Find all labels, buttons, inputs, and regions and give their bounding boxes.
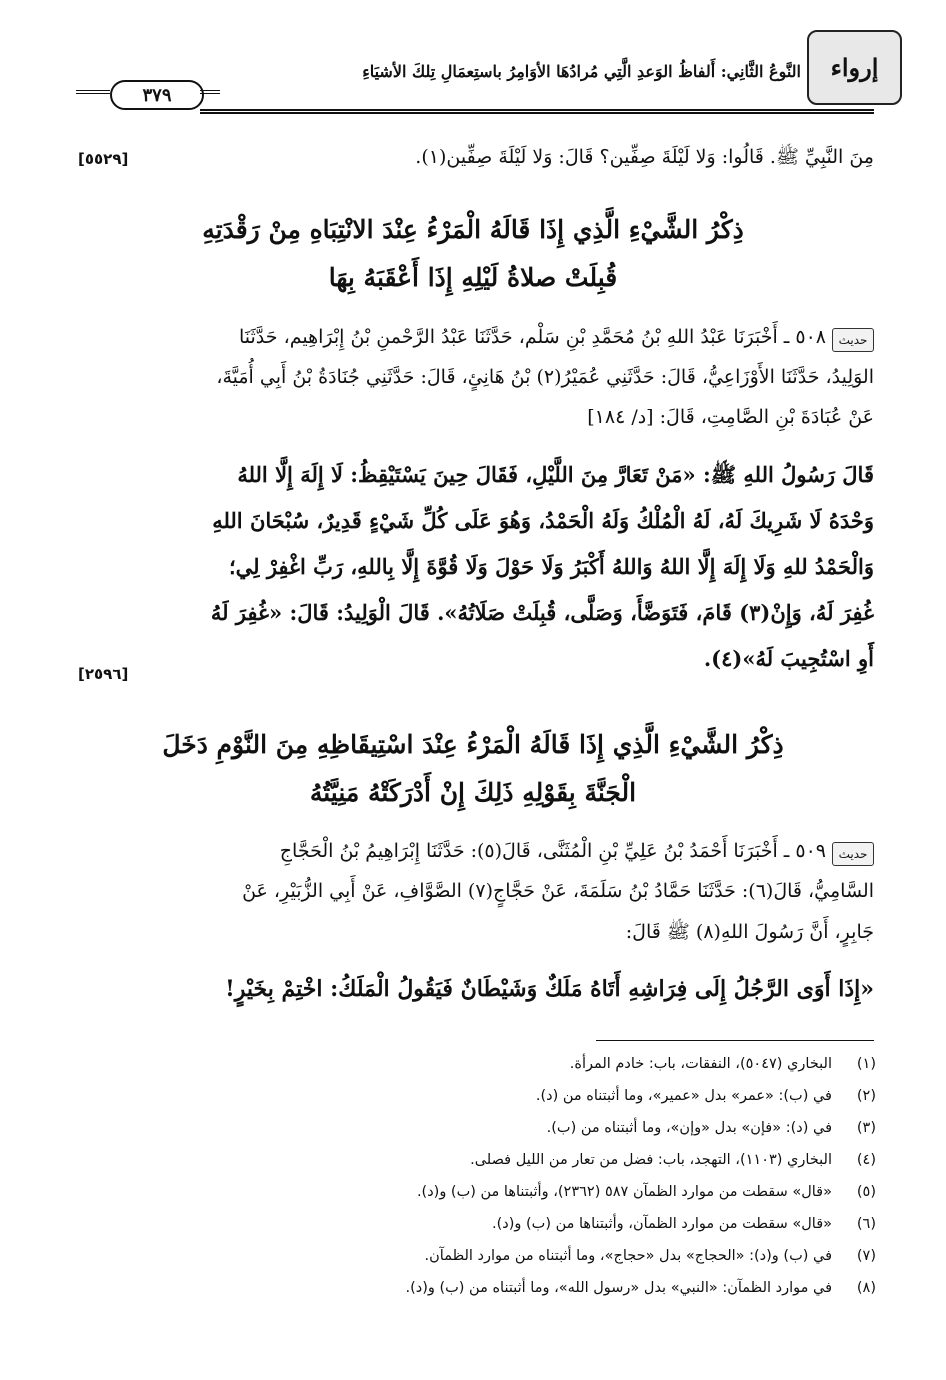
footnote-text: في (د): «فإن» بدل «وإن»، وما أثبتناه من (ب). bbox=[546, 1120, 832, 1136]
section-heading: الْجَنَّةَ بِقَوْلِهِ ذَلِكَ إِنْ أَدْرَكَتْهُ مَنِيَّتُهُ bbox=[309, 778, 637, 807]
isnad-line: عَنْ عُبَادَةَ بْنِ الصَّامِتِ، قَالَ: [د/ ١٨٤] bbox=[587, 406, 874, 428]
footnote-text: البخاري (١١٠٣)، التهجد، باب: فضل من تعار من الليل فصلى. bbox=[470, 1152, 832, 1168]
footnote bbox=[76, 1056, 876, 1072]
section-heading: ذِكْرُ الشَّيْءِ الَّذِي إِذَا قَالَهُ الْمَرْءُ عِنْدَ الانْتِبَاهِ مِنْ رَقْدَتِهِ bbox=[202, 215, 744, 244]
footnote bbox=[76, 1120, 876, 1136]
footnote bbox=[76, 1088, 876, 1104]
hadith-marker-icon: حديث bbox=[832, 328, 874, 352]
footnote-text: البخاري (٥٠٤٧)، النفقات، باب: خادم المرأة. bbox=[569, 1056, 832, 1072]
footnote-text: «قال» سقطت من موارد الظمآن، وأثبتناها من (ب) و(د). bbox=[492, 1216, 832, 1232]
footnote-number: (٣) bbox=[856, 1120, 876, 1136]
reference-number: [٢٥٩٦] bbox=[78, 665, 129, 683]
header-rule bbox=[200, 109, 874, 114]
footnote-number: (٢) bbox=[856, 1088, 876, 1104]
hadith-text-line: وَحْدَهُ لَا شَرِيكَ لَهُ، لَهُ الْمُلْكُ وَلَهُ الْحَمْدُ، وَهُوَ عَلَى كُلِّ شَيْءٍ قَدِيرٌ، سُبْحَانَ اللهِ bbox=[212, 508, 874, 533]
footnote-text: في موارد الظمآن: «النبي» بدل «رسول الله»، وما أثبتناه من (ب) و(د). bbox=[405, 1280, 832, 1296]
footnote-text: في (ب): «عمر» بدل «عمير»، وما أثبتناه من (د). bbox=[535, 1088, 832, 1104]
header-rule bbox=[76, 90, 110, 94]
footnote-number: (٨) bbox=[856, 1280, 876, 1296]
reference-number: [٥٥٢٩] bbox=[78, 150, 129, 168]
footnote bbox=[76, 1216, 876, 1232]
page-number: ٣٧٩ bbox=[110, 80, 204, 110]
footnote-number: (٥) bbox=[856, 1184, 876, 1200]
hadith-text-line: أَوِ اسْتُجِيبَ لَهُ»(٤). bbox=[703, 646, 874, 671]
footnote bbox=[76, 1184, 876, 1200]
body-line: مِنَ النَّبِيِّ ﷺ. قَالُوا: وَلا لَيْلَةَ صِفِّين؟ قَالَ: وَلا لَيْلَةَ صِفِّين(١). bbox=[415, 146, 874, 168]
footnote-number: (٧) bbox=[856, 1248, 876, 1264]
footnote bbox=[76, 1152, 876, 1168]
isnad-line: السَّامِيُّ، قَالَ(٦): حَدَّثَنَا حَمَّادُ بْنُ سَلَمَةَ، عَنْ حَجَّاجٍ(٧) الصَّوَّافِ، عَنْ أَبِي الزُّبَيْرِ، عَنْ bbox=[242, 880, 874, 902]
footnote bbox=[76, 1280, 876, 1296]
isnad-line: جَابِرٍ، أَنَّ رَسُولَ اللهِ(٨) ﷺ قَالَ: bbox=[625, 921, 874, 943]
footnote-number: (١) bbox=[856, 1056, 876, 1072]
section-heading: قُبِلَتْ صلاةُ لَيْلِهِ إِذَا أَعْقَبَهُ بِهَا bbox=[328, 263, 618, 292]
footnote-number: (٦) bbox=[856, 1216, 876, 1232]
footnote-rule bbox=[596, 1040, 874, 1041]
corner-logo bbox=[807, 30, 902, 105]
isnad-line: الوَلِيدُ، حَدَّثَنَا الأَوْزَاعِيُّ، قَالَ: حَدَّثَنِي عُمَيْرُ(٢) بْنُ هَانِئٍ، قَالَ: حَدَّثَنِي جُنَادَةُ بْنُ أَبِي أُمَيَّةَ، bbox=[216, 366, 874, 388]
section-heading: ذِكْرُ الشَّيْءِ الَّذِي إِذَا قَالَهُ الْمَرْءُ عِنْدَ اسْتِيقَاظِهِ مِنَ النَّوْمِ دَخَلَ bbox=[162, 730, 784, 759]
corner-logo-text: إرواء bbox=[830, 53, 879, 82]
isnad-line: ٥٠٩ ـ أَخْبَرَنَا أَحْمَدُ بْنُ عَلِيِّ بْنِ الْمُثَنَّى، قَالَ(٥): حَدَّثَنَا إِبْرَاهِيمُ بْنُ الْحَجَّاجِ bbox=[279, 840, 826, 862]
hadith-text-line: غُفِرَ لَهُ، وَإِنْ(٣) قَامَ، فَتَوَضَّأَ، وَصَلَّى، قُبِلَتْ صَلَاتُهُ». قَالَ الْوَلِيدُ: قَالَ: «غُفِرَ لَهُ bbox=[210, 600, 874, 625]
isnad-line: ٥٠٨ ـ أَخْبَرَنَا عَبْدُ اللهِ بْنُ مُحَمَّدِ بْنِ سَلْم، حَدَّثَنَا عَبْدُ الرَّحْمنِ بْنُ إِبْرَاهِيم، حَدَّثَنَا bbox=[239, 326, 826, 348]
footnote bbox=[76, 1248, 876, 1264]
running-title: النَّوعُ الثَّانِي: أَلفاظُ الوَعدِ الَّتِي مُرادُهَا الأوَامِرُ باستِعمَالِ تِلكَ الأشيَاءِ bbox=[362, 62, 801, 81]
footnote-text: «قال» سقطت من موارد الظمآن ٥٨٧ (٢٣٦٢)، وأثبتناها من (ب) و(د). bbox=[416, 1184, 832, 1200]
footnote-number: (٤) bbox=[856, 1152, 876, 1168]
hadith-marker-icon: حديث bbox=[832, 842, 874, 866]
hadith-text-line: وَالْحَمْدُ للهِ وَلَا إِلَهَ إِلَّا اللهُ وَاللهُ أَكْبَرُ وَلَا حَوْلَ وَلَا قُوَّةَ إِلَّا بِاللهِ، رَبِّ اغْفِرْ لِي؛ bbox=[228, 554, 874, 579]
hadith-text-line: «إِذَا أَوَى الرَّجُلُ إِلَى فِرَاشِهِ أَتَاهُ مَلَكٌ وَشَيْطَانٌ فَيَقُولُ الْمَلَكُ: اخْتِمْ بِخَيْرٍ! bbox=[225, 976, 874, 1002]
footnote-text: في (ب) و(د): «الحجاج» بدل «حجاج»، وما أثبتناه من موارد الظمآن. bbox=[424, 1248, 832, 1264]
hadith-text-line: قَالَ رَسُولُ اللهِ ﷺ: «مَنْ تَعَارَّ مِنَ اللَّيْلِ، فَقَالَ حِينَ يَسْتَيْقِظُ: لَا إِلَهَ إِلَّا اللهُ bbox=[237, 462, 874, 487]
